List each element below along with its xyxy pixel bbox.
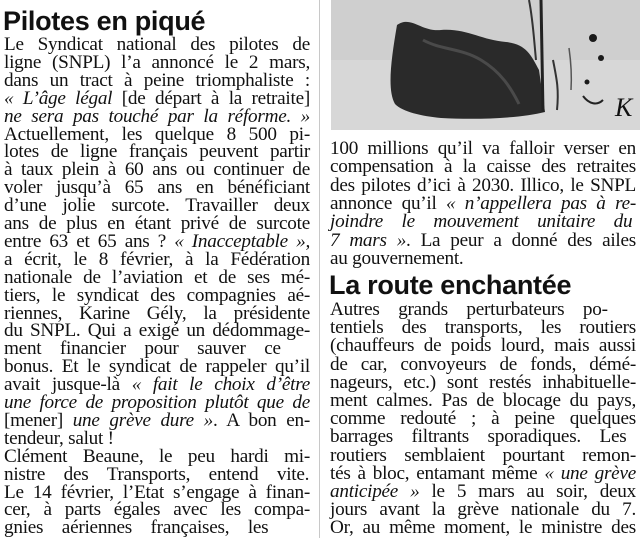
text-segment: [de départ à la retraite] xyxy=(121,87,310,109)
text-segment: voler jusqu’à 65 ans en bénéficiant xyxy=(4,177,310,199)
text-segment: Clément Beaune, le peu hardi mi- xyxy=(4,445,310,467)
text-segment: tentiels des transports, les routiers xyxy=(330,317,636,339)
text-segment: de car, convoyeurs de fonds, démé- xyxy=(330,353,636,375)
text-segment: le 5 mars au soir, deux xyxy=(419,481,636,502)
text-segment: routiers semblaient pourtant remon- xyxy=(330,444,636,466)
artist-signature: K xyxy=(615,93,633,122)
text-segment: à taux plein à 60 ans ou continuer de xyxy=(4,159,310,181)
text-segment: 7 mars » xyxy=(330,229,407,251)
text-segment: nistre des Transports, entend vite. xyxy=(4,463,310,485)
text-segment: Le 14 février, l’Etat s’engage à finan- xyxy=(4,481,310,503)
text-segment: annonce qu’il xyxy=(330,192,447,214)
text-segment: a écrit, le 8 février, à la Fédération xyxy=(4,248,310,270)
text-segment: nationale de l’aviation et de ses mé- xyxy=(4,266,310,288)
text-segment: Actuellement, les quelque 8 500 pi- xyxy=(4,123,310,145)
text-segment: lotes de ligne français peuvent partir xyxy=(4,141,310,163)
text-segment: dans un tract à peine triomphaliste : xyxy=(4,69,310,91)
text-segment: d’une jolie surcote. Travailler deux xyxy=(4,195,310,217)
text-segment: Autres grands perturbateurs po- xyxy=(330,299,608,320)
text-segment: entre 63 et 65 ans ? xyxy=(4,230,175,252)
text-segment: ment financier pour sauver ce xyxy=(4,338,281,360)
text-segment: joindre le mouvement unitaire du xyxy=(330,211,633,233)
text-segment: tendeur, salut ! xyxy=(4,427,114,449)
text-segment: anticipée » xyxy=(330,481,420,502)
text-segment: une force de proposition plutôt que de xyxy=(4,392,310,413)
text-segment: Le Syndicat national des pilotes de xyxy=(4,34,310,55)
text-segment: ans de plus en étant privé de surcote xyxy=(4,213,310,234)
text-segment: barrages filtrants sporadiques. Les xyxy=(330,426,627,448)
text-line xyxy=(330,248,463,270)
text-segment: . La peur a donné des ailes xyxy=(406,229,636,251)
text-segment: « fait le choix d’être xyxy=(131,374,310,396)
text-segment: riennes, Karine Gély, la présidente xyxy=(4,302,310,324)
text-segment: (chauffeurs de poids lourd, mais aussi xyxy=(330,335,636,357)
text-segment: « une grève xyxy=(544,462,636,484)
text-segment: gnies aériennes françaises, les xyxy=(4,517,269,539)
text-segment: . A bon en- xyxy=(213,409,310,431)
text-segment: [mener] xyxy=(4,409,73,431)
text-segment: tiers, le syndicat des compagnies aé- xyxy=(4,284,310,306)
headline-pilotes: Pilotes en piqué xyxy=(3,6,206,36)
column-divider xyxy=(319,0,320,538)
text-segment: « n’appellera pas à re- xyxy=(446,192,636,214)
text-segment: comme redouté ; à peine quelques xyxy=(330,408,636,430)
column-left xyxy=(0,0,315,538)
text-segment: compensation à la caisse des retraites xyxy=(330,156,636,178)
text-segment: avait jusque-là xyxy=(4,374,132,396)
text-segment: cer, à parts égales avec les compa- xyxy=(4,499,310,521)
text-segment: « L’âge légal xyxy=(4,87,122,109)
text-line xyxy=(4,517,268,539)
text-line xyxy=(330,517,636,539)
text-segment: ment calmes. Pas de blocage du pays, xyxy=(330,390,636,411)
text-segment: tés à bloc, entamant même xyxy=(330,462,545,484)
column-right xyxy=(325,0,640,538)
text-segment: au gouvernement. xyxy=(330,247,464,269)
text-segment: nageurs, etc.) sont restés inhabituelle- xyxy=(330,371,636,393)
text-segment: des pilotes d’ici à 2030. Illico, le SNPL xyxy=(330,174,636,196)
text-segment: bonus. Et le syndicat de rappeler qu’il xyxy=(4,356,310,378)
text-segment: ne sera pas touché par la réforme. » xyxy=(4,105,310,127)
text-segment: une grève dure » xyxy=(72,409,213,431)
headline-route: La route enchantée xyxy=(329,270,572,300)
text-segment: du SNPL. Qui a exigé un dédommage- xyxy=(4,320,310,342)
text-segment: Or, au même moment, le ministre des xyxy=(330,517,636,539)
text-segment: ligne (SNPL) l’a annoncé le 2 mars, xyxy=(4,51,310,73)
text-segment: 100 millions qu’il va falloir verser en xyxy=(330,138,636,159)
text-segment: « Inacceptable », xyxy=(174,230,310,252)
text-segment: jours avant la grève nationale du 7. xyxy=(330,499,636,521)
